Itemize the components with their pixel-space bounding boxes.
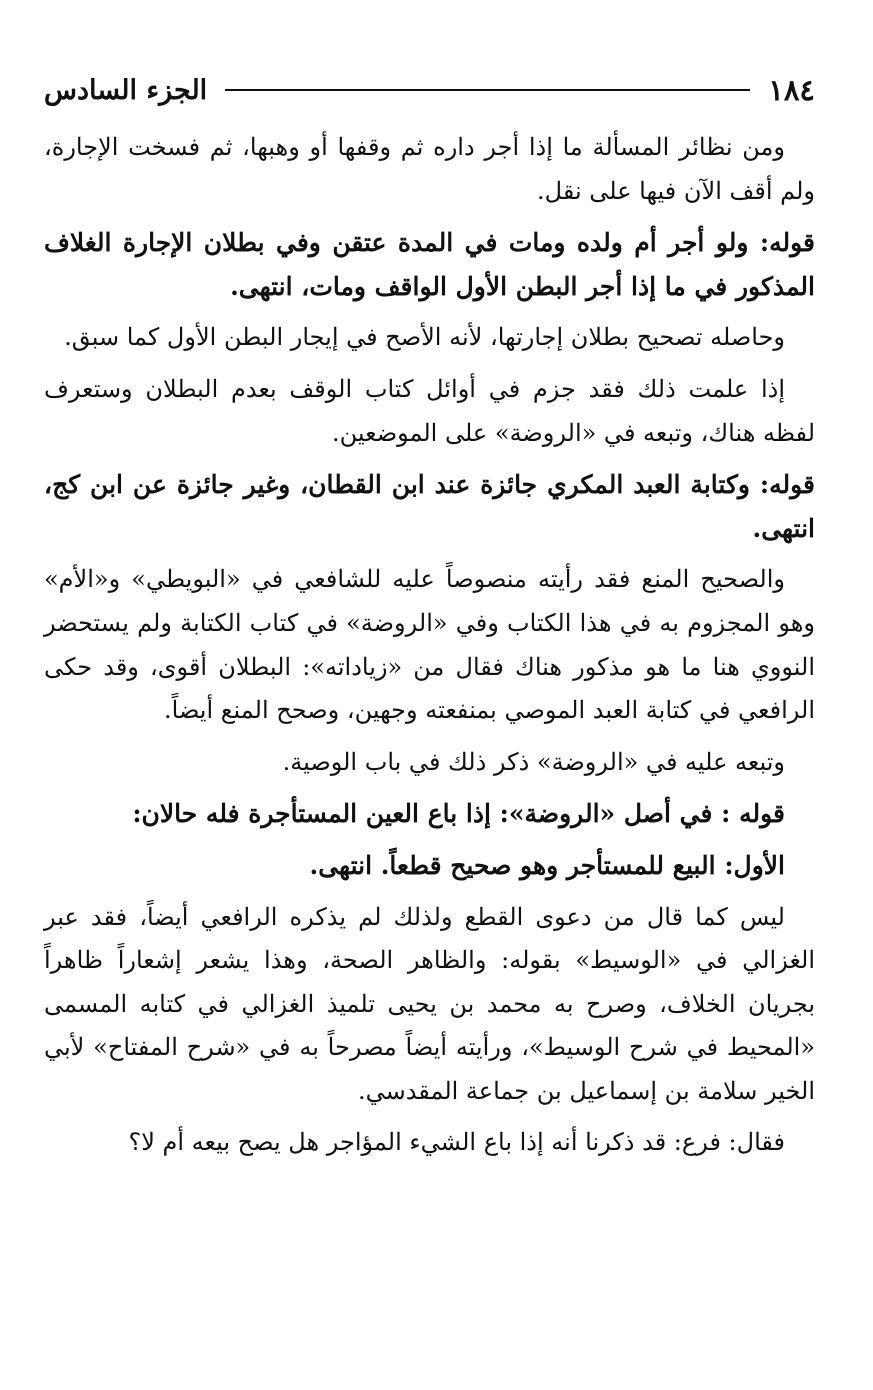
running-title: الجزء السادس — [44, 74, 208, 106]
page-number: ١٨٤ — [768, 73, 815, 107]
body-text — [44, 126, 815, 1173]
paragraph: ليس كما قال من دعوى القطع ولذلك لم يذكره الرافعي أيضاً، فقد عبر الغزالي في «الوسيط» بقوله: والظاهر الصحة، وهذا يشعر إشعاراً ظاهراً بجريان الخلاف، وصرح به محمد بن يحيى تلميذ الغزالي في كتابه المسمى «المحيط في شرح الوسيط»، ورأيته أيضاً مصرحاً به في «شرح المفتاح» لأبي الخير سلامة بن إسماعيل بن جماعة المقدسي. — [44, 902, 815, 1105]
paragraph-bold: الأول: البيع للمستأجر وهو صحيح قطعاً. انتهى. — [309, 850, 785, 880]
paragraph: فقال: فرع: قد ذكرنا أنه إذا باع الشيء المؤاجر هل يصح بيعه أم لا؟ — [128, 1128, 785, 1157]
paragraph: إذا علمت ذلك فقد جزم في أوائل كتاب الوقف بعدم البطلان وستعرف لفظه هناك، وتبعه في «الروضة» على الموضعين. — [44, 374, 815, 447]
paragraph: ومن نظائر المسألة ما إذا أجر داره ثم وقفها أو وهبها، ثم فسخت الإجارة، ولم أقف الآن فيها على نقل. — [44, 133, 815, 205]
header-rule — [225, 89, 750, 91]
page-header — [44, 66, 815, 114]
paragraph: وحاصله تصحيح بطلان إجارتها، لأنه الأصح في إيجار البطن الأول كما سبق. — [64, 323, 785, 352]
paragraph-bold: قوله: وكتابة العبد المكري جائزة عند ابن القطان، وغير جائزة عن ابن كج، انتهى. — [44, 470, 815, 543]
paragraph: والصحيح المنع فقد رأيته منصوصاً عليه للشافعي في «البويطي» و«الأم» وهو المجزوم به في هذا الكتاب وفي «الروضة» في كتاب الكتابة ولم يستحضر النووي هنا ما هو مذكور هناك فقال من «زياداته»: البطلان أقوى، وقد حكى الرافعي في كتابة العبد الموصي بمنفعته وجهين، وصحح المنع أيضاً. — [44, 565, 815, 725]
paragraph-bold: قوله: ولو أجر أم ولده ومات في المدة عتقن وفي بطلان الإجارة الغلاف المذكور في ما إذا أجر البطن الأول الواقف ومات، انتهى. — [44, 228, 815, 301]
paragraph: وتبعه عليه في «الروضة» ذكر ذلك في باب الوصية. — [282, 747, 785, 776]
paragraph-bold: قوله : في أصل «الروضة»: إذا باع العين المستأجرة فله حالان: — [132, 799, 785, 829]
